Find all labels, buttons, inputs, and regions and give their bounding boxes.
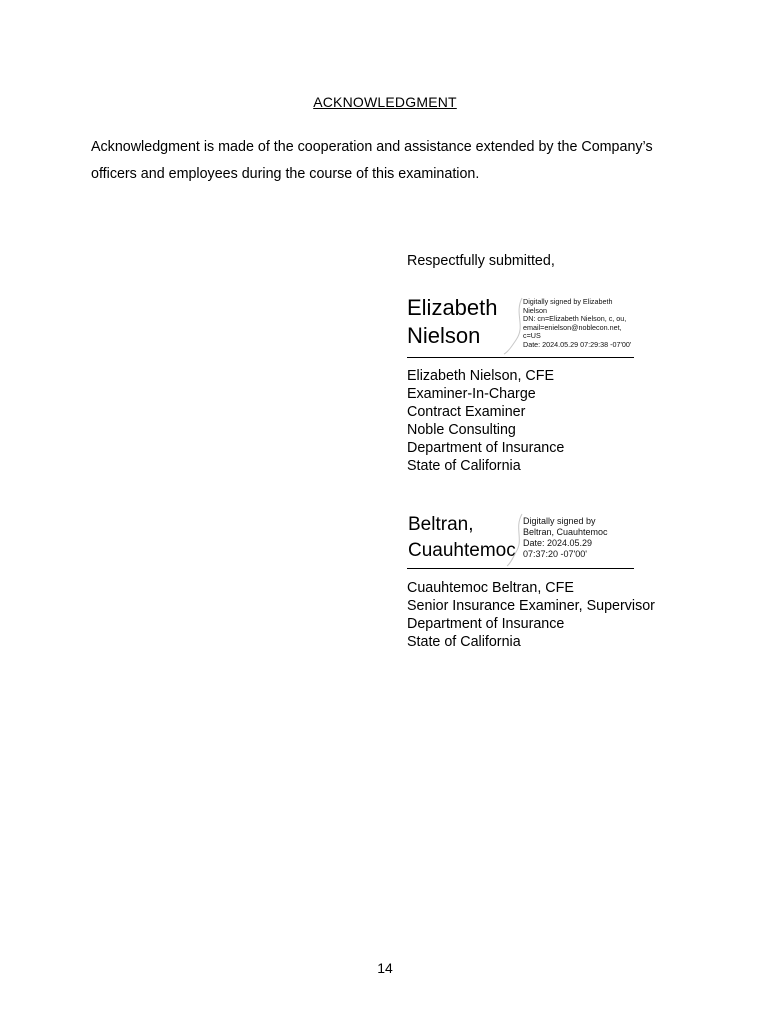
signature-detail-line: DN: cn=Elizabeth Nielson, c, ou, bbox=[523, 314, 627, 324]
acknowledgment-paragraph: Acknowledgment is made of the cooperation and assistance extended by the Company’s officers and employees during the course of this examination. bbox=[91, 139, 653, 182]
signer-name: Cuauhtemoc Beltran, CFE bbox=[407, 580, 574, 596]
signer-state: State of California bbox=[407, 634, 521, 650]
signer-title: Contract Examiner bbox=[407, 404, 526, 420]
signer-department: Department of Insurance bbox=[407, 440, 565, 456]
signature-name-line: Nielson bbox=[407, 323, 481, 348]
signature-detail-line: Digitally signed by bbox=[523, 516, 596, 526]
signature-block-beltran bbox=[408, 512, 516, 564]
closing-line: Respectfully submitted, bbox=[407, 253, 555, 269]
signature-name-line: Elizabeth bbox=[407, 295, 498, 320]
signature-detail-line: c=US bbox=[523, 331, 541, 341]
signature-detail-line: Digitally signed by Elizabeth bbox=[523, 297, 613, 306]
signature-rule bbox=[407, 568, 634, 569]
signer-info-beltran bbox=[407, 579, 655, 651]
signer-organization: Noble Consulting bbox=[407, 422, 516, 438]
signer-department: Department of Insurance bbox=[407, 616, 565, 632]
digital-signature-details bbox=[523, 516, 608, 560]
signature-detail-line: Date: 2024.05.29 bbox=[523, 538, 593, 548]
page-number: 14 bbox=[377, 960, 393, 976]
signer-title: Senior Insurance Examiner, Supervisor bbox=[407, 598, 655, 614]
signer-name: Elizabeth Nielson, CFE bbox=[407, 368, 555, 384]
signature-detail-line: Date: 2024.05.29 07:29:38 -07'00' bbox=[523, 339, 632, 349]
signature-name-line: Beltran, bbox=[408, 514, 474, 535]
document-heading: ACKNOWLEDGMENT bbox=[313, 94, 457, 110]
digital-signature-details bbox=[523, 298, 631, 350]
signature-detail-line: Beltran, Cuauhtemoc bbox=[523, 527, 608, 537]
signer-title: Examiner-In-Charge bbox=[407, 386, 536, 402]
signature-detail-line: Nielson bbox=[523, 305, 547, 315]
signature-block-nielson bbox=[407, 294, 498, 350]
signature-rule bbox=[407, 357, 634, 358]
signature-detail-line: 07:37:20 -07'00' bbox=[523, 549, 587, 559]
signer-state: State of California bbox=[407, 458, 521, 474]
signature-name-line: Cuauhtemoc bbox=[408, 540, 516, 561]
signer-info-nielson bbox=[407, 367, 564, 475]
signature-detail-line: email=enielson@noblecon.net, bbox=[523, 322, 622, 332]
